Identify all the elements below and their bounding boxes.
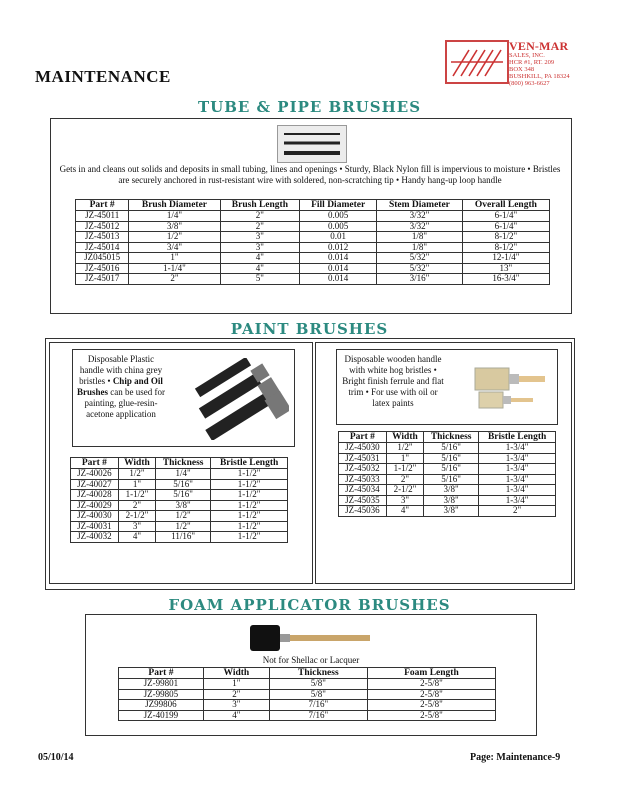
- table-cell: 1-1/2": [211, 490, 288, 501]
- table-cell: JZ-45011: [76, 211, 129, 222]
- table-cell: JZ-45017: [76, 274, 129, 285]
- tube-section-title: TUBE & PIPE BRUSHES: [197, 98, 422, 116]
- table-row: [119, 689, 496, 700]
- col-header: Thickness: [156, 458, 211, 469]
- table-cell: 3/32": [377, 221, 463, 232]
- table-cell: 1/8": [377, 242, 463, 253]
- table-cell: 5": [220, 274, 300, 285]
- table-cell: JZ-45036: [339, 506, 387, 517]
- table-cell: 5/16": [424, 474, 479, 485]
- table-cell: 3": [220, 242, 300, 253]
- table-cell: 2": [220, 221, 300, 232]
- table-cell: 2": [479, 506, 556, 517]
- table-row: [339, 506, 556, 517]
- table-cell: JZ-40028: [71, 490, 119, 501]
- table-cell: 0.005: [300, 221, 377, 232]
- table-cell: JZ-40030: [71, 511, 119, 522]
- table-cell: 2": [203, 689, 269, 700]
- table-cell: 1/2": [156, 511, 211, 522]
- table-cell: 3/32": [377, 211, 463, 222]
- table-cell: 2-5/8": [367, 710, 495, 721]
- table-row: [76, 263, 550, 274]
- table-cell: JZ045015: [76, 253, 129, 264]
- table-cell: 13": [462, 263, 549, 274]
- table-cell: 1-1/2": [118, 490, 155, 501]
- table-cell: 5/32": [377, 253, 463, 264]
- table-cell: 3": [118, 521, 155, 532]
- col-header: Part #: [71, 458, 119, 469]
- logo-mark: [445, 40, 509, 84]
- table-cell: 2": [118, 500, 155, 511]
- table-cell: 2": [386, 474, 423, 485]
- table-cell: 1-1/2": [386, 464, 423, 475]
- table-cell: 3": [220, 232, 300, 243]
- table-cell: 1/4": [156, 469, 211, 480]
- table-cell: 1": [203, 679, 269, 690]
- tube-table: [75, 199, 550, 285]
- table-cell: 1-3/4": [479, 495, 556, 506]
- table-cell: 3": [386, 495, 423, 506]
- table-cell: 1-1/2": [211, 521, 288, 532]
- table-row: [339, 453, 556, 464]
- logo-address: SALES, INC. HCR #1, RT. 209 BOX 348 BUSHKILL, PA 18324 (800) 963-6627: [509, 52, 570, 87]
- table-row: [71, 511, 288, 522]
- table-row: [71, 479, 288, 490]
- table-cell: 0.01: [300, 232, 377, 243]
- col-header: Part #: [119, 668, 204, 679]
- table-row: [76, 253, 550, 264]
- table-cell: JZ-40032: [71, 532, 119, 543]
- table-cell: 0.014: [300, 253, 377, 264]
- col-header: Part #: [76, 200, 129, 211]
- table-cell: 1-1/2": [211, 532, 288, 543]
- table-cell: 1": [129, 253, 220, 264]
- table-cell: JZ-45013: [76, 232, 129, 243]
- paint-section-title: PAINT BRUSHES: [230, 320, 389, 338]
- table-cell: 1-1/2": [211, 469, 288, 480]
- table-cell: 2-1/2": [118, 511, 155, 522]
- table-cell: 6-1/4": [462, 221, 549, 232]
- table-row: [339, 495, 556, 506]
- table-row: [76, 232, 550, 243]
- table-row: [339, 474, 556, 485]
- table-row: [339, 464, 556, 475]
- wooden-brush-description: Disposable wooden handle with white hog bristles • Bright finish ferrule and flat trim • For use with oil or latex paints: [342, 354, 444, 408]
- foam-brush-image: [246, 621, 376, 655]
- table-cell: 7/16": [269, 700, 367, 711]
- table-cell: 3/8": [424, 506, 479, 517]
- col-header: Width: [118, 458, 155, 469]
- table-cell: 0.014: [300, 263, 377, 274]
- table-cell: 4": [386, 506, 423, 517]
- table-cell: 1/2": [386, 443, 423, 454]
- col-header: Overall Length: [462, 200, 549, 211]
- table-cell: 12-1/4": [462, 253, 549, 264]
- col-header: Thickness: [269, 668, 367, 679]
- footer-page: Page: Maintenance-9: [470, 752, 561, 763]
- table-cell: 0.012: [300, 242, 377, 253]
- table-cell: JZ-99801: [119, 679, 204, 690]
- table-row: [119, 700, 496, 711]
- table-cell: JZ-40026: [71, 469, 119, 480]
- table-cell: JZ-45030: [339, 443, 387, 454]
- table-cell: 3/16": [377, 274, 463, 285]
- table-cell: 2": [129, 274, 220, 285]
- table-cell: JZ-45016: [76, 263, 129, 274]
- table-cell: JZ-99805: [119, 689, 204, 700]
- tube-description: Gets in and cleans out solids and deposits in small tubing, lines and openings • Sturdy, Black Nylon fill is impervious to moisture • Bristles are securely anchored in rust-resistant wire with soldered, non-scratching tip • Handy hang-up loop handle: [59, 164, 561, 185]
- table-cell: JZ99806: [119, 700, 204, 711]
- table-cell: JZ-45034: [339, 485, 387, 496]
- table-cell: 2-5/8": [367, 679, 495, 690]
- table-cell: 6-1/4": [462, 211, 549, 222]
- table-cell: 2-5/8": [367, 689, 495, 700]
- col-header: Brush Diameter: [129, 200, 220, 211]
- table-cell: 1/2": [118, 469, 155, 480]
- table-cell: JZ-40031: [71, 521, 119, 532]
- table-cell: 1/8": [377, 232, 463, 243]
- table-cell: 2-5/8": [367, 700, 495, 711]
- col-header: Brush Length: [220, 200, 300, 211]
- table-row: [119, 679, 496, 690]
- wooden-brush-table: [338, 431, 556, 517]
- foam-section-box: [85, 614, 537, 736]
- plastic-brush-panel: [49, 342, 313, 584]
- wooden-brush-panel: [315, 342, 572, 584]
- table-cell: JZ-40029: [71, 500, 119, 511]
- table-cell: 5/32": [377, 263, 463, 274]
- col-header: Bristle Length: [211, 458, 288, 469]
- footer-date: 05/10/14: [38, 752, 74, 763]
- col-header: Thickness: [424, 432, 479, 443]
- col-header: Width: [203, 668, 269, 679]
- table-cell: JZ-45014: [76, 242, 129, 253]
- table-cell: 1-3/4": [479, 485, 556, 496]
- table-cell: 1-1/4": [129, 263, 220, 274]
- table-cell: 5/8": [269, 689, 367, 700]
- table-cell: 8-1/2": [462, 232, 549, 243]
- tube-brush-image: [277, 125, 347, 163]
- table-cell: 5/16": [424, 453, 479, 464]
- table-cell: 1-1/2": [211, 500, 288, 511]
- table-cell: 11/16": [156, 532, 211, 543]
- table-cell: 3/8": [156, 500, 211, 511]
- table-cell: 3": [203, 700, 269, 711]
- paint-section-box: [45, 338, 575, 590]
- col-header: Foam Length: [367, 668, 495, 679]
- col-header: Bristle Length: [479, 432, 556, 443]
- table-row: [76, 211, 550, 222]
- table-cell: 4": [118, 532, 155, 543]
- table-cell: 0.005: [300, 211, 377, 222]
- foam-note: Not for Shellac or Lacquer: [262, 655, 360, 665]
- table-cell: 1": [386, 453, 423, 464]
- table-cell: 3/8": [424, 485, 479, 496]
- table-cell: 16-3/4": [462, 274, 549, 285]
- table-cell: 0.014: [300, 274, 377, 285]
- table-cell: 8-1/2": [462, 242, 549, 253]
- table-row: [119, 710, 496, 721]
- table-cell: JZ-45012: [76, 221, 129, 232]
- table-cell: 1-1/2": [211, 511, 288, 522]
- table-cell: JZ-45031: [339, 453, 387, 464]
- table-cell: 5/8": [269, 679, 367, 690]
- table-row: [71, 532, 288, 543]
- table-cell: JZ-45033: [339, 474, 387, 485]
- table-cell: 2": [220, 211, 300, 222]
- plastic-brush-description: Disposable Plastic handle with china grey bristles • Chip and Oil Brushes can be used for painting, glue-resin-acetone application: [77, 354, 165, 419]
- table-cell: 4": [220, 263, 300, 274]
- col-header: Width: [386, 432, 423, 443]
- table-cell: 5/16": [156, 490, 211, 501]
- table-cell: 1-3/4": [479, 443, 556, 454]
- table-cell: 5/16": [424, 464, 479, 475]
- table-cell: 1-1/2": [211, 479, 288, 490]
- table-cell: 3/8": [129, 221, 220, 232]
- table-cell: 4": [203, 710, 269, 721]
- table-cell: 7/16": [269, 710, 367, 721]
- table-cell: 5/16": [424, 443, 479, 454]
- plastic-brush-image: [173, 358, 289, 440]
- table-row: [76, 242, 550, 253]
- table-cell: 1/2": [129, 232, 220, 243]
- page-title: MAINTENANCE: [35, 67, 171, 86]
- table-cell: 1/4": [129, 211, 220, 222]
- wooden-brush-image: [467, 358, 551, 416]
- col-header: Part #: [339, 432, 387, 443]
- plastic-brush-card: [72, 349, 295, 447]
- table-cell: JZ-40027: [71, 479, 119, 490]
- table-cell: 1-3/4": [479, 464, 556, 475]
- foam-table: [118, 667, 496, 721]
- table-row: [339, 443, 556, 454]
- table-cell: 4": [220, 253, 300, 264]
- logo-name: VEN-MAR: [509, 39, 569, 53]
- table-row: [339, 485, 556, 496]
- company-logo: [445, 40, 585, 88]
- table-row: [71, 469, 288, 480]
- foam-section-title: FOAM APPLICATOR BRUSHES: [168, 596, 451, 614]
- table-row: [71, 500, 288, 511]
- table-cell: 1-3/4": [479, 474, 556, 485]
- table-cell: 1/2": [156, 521, 211, 532]
- table-cell: 1": [118, 479, 155, 490]
- table-row: [71, 521, 288, 532]
- col-header: Stem Diameter: [377, 200, 463, 211]
- table-cell: 3/8": [424, 495, 479, 506]
- table-cell: 5/16": [156, 479, 211, 490]
- wooden-brush-card: [336, 349, 558, 425]
- table-row: [71, 490, 288, 501]
- plastic-brush-table: [70, 457, 288, 543]
- table-cell: JZ-45035: [339, 495, 387, 506]
- table-cell: JZ-40199: [119, 710, 204, 721]
- col-header: Fill Diameter: [300, 200, 377, 211]
- table-cell: JZ-45032: [339, 464, 387, 475]
- table-cell: 1-3/4": [479, 453, 556, 464]
- table-row: [76, 221, 550, 232]
- table-row: [76, 274, 550, 285]
- tube-section-box: [50, 118, 572, 314]
- table-cell: 3/4": [129, 242, 220, 253]
- table-cell: 2-1/2": [386, 485, 423, 496]
